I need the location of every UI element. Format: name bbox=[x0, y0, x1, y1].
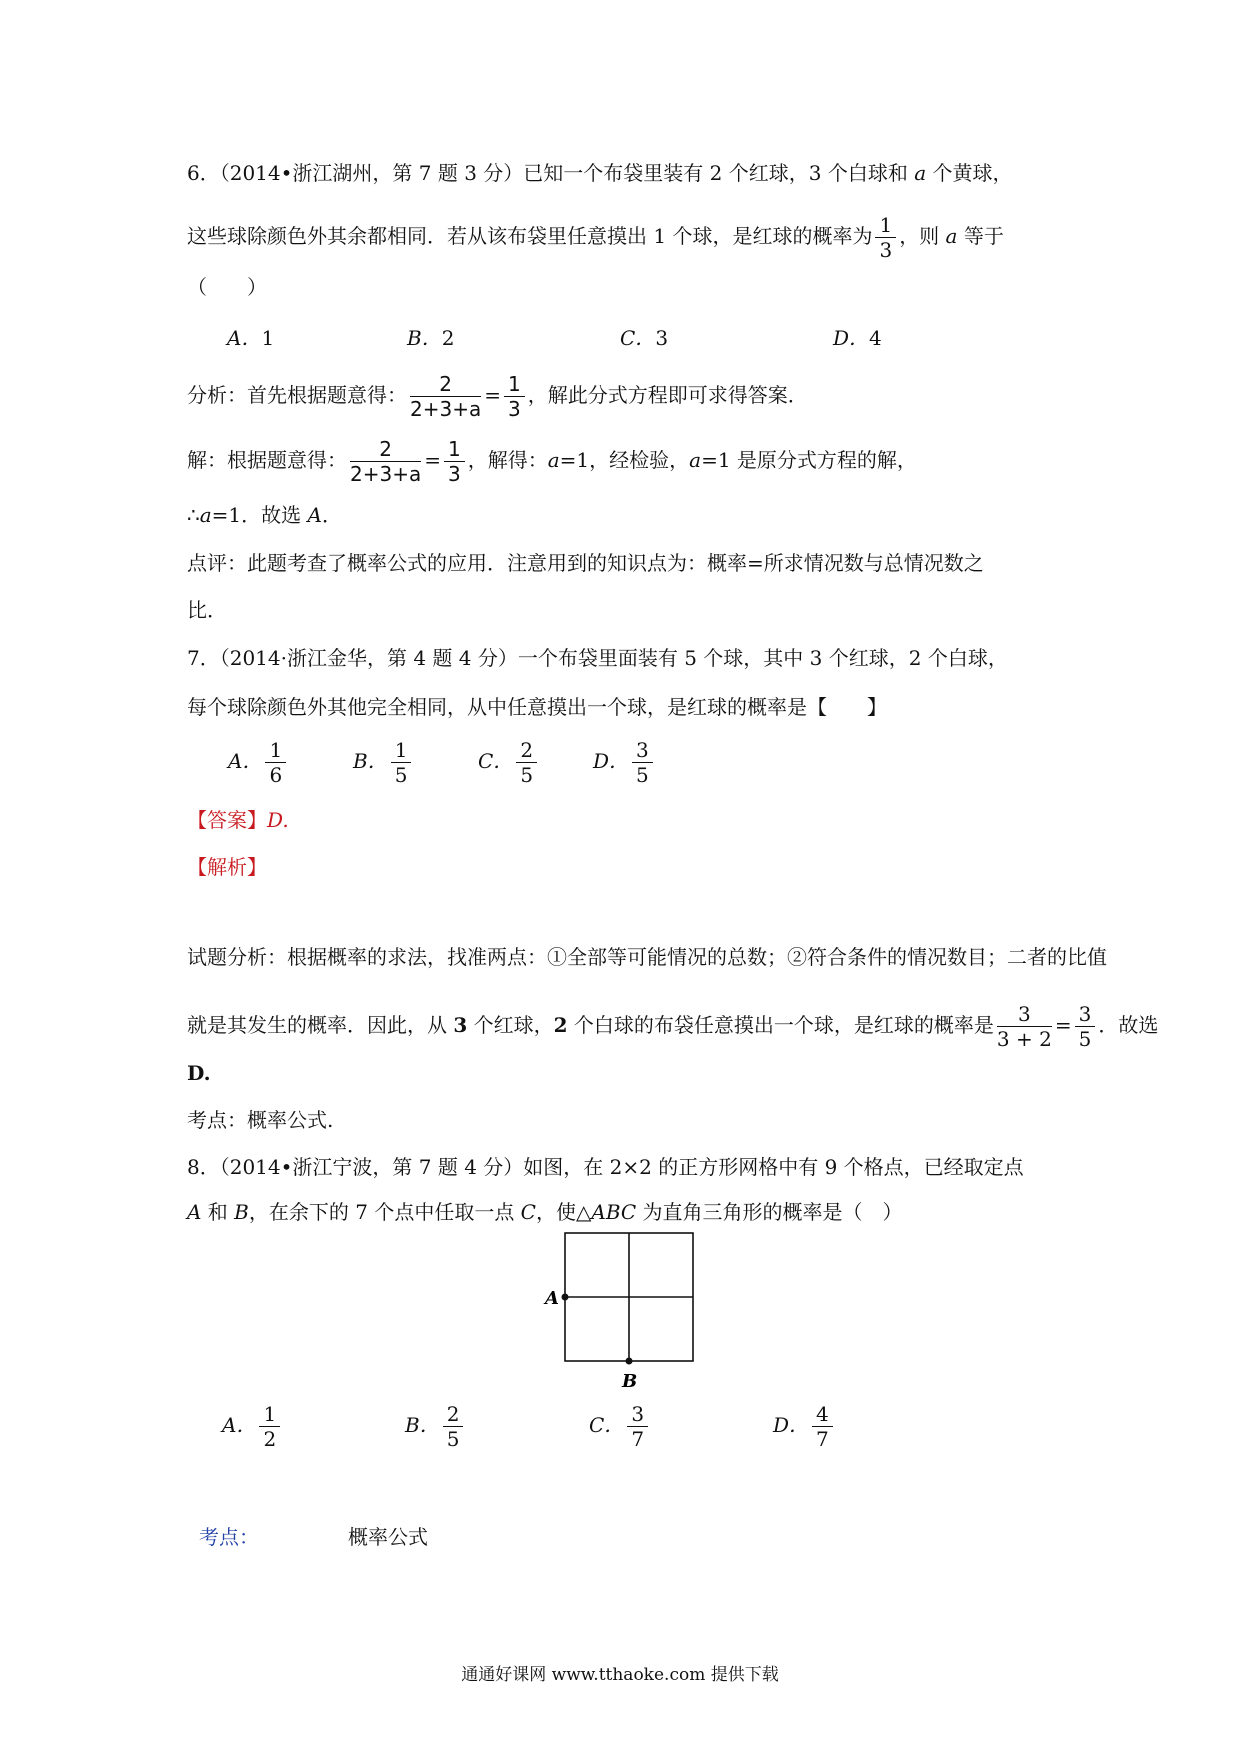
q6-solution: 解：根据题意得： $\frac{2}{2+3+a}$ = $\frac{1}{3}$ ，解得：a=1，经检验，a=1 是原分式方程的解， bbox=[187, 437, 917, 486]
point-b-dot bbox=[626, 1358, 633, 1365]
q6-option-d: D．4 bbox=[833, 326, 882, 350]
q7-line1: 7．（2014·浙江金华，第 4 题 4 分）一个布袋里面装有 5 个球，其中 3 个红球，2 个白球， bbox=[187, 646, 1008, 670]
fraction-one-third: $\frac{1}{3}$ bbox=[875, 213, 896, 262]
fraction-three-fifths: $\frac{3}{5}$ bbox=[1075, 1002, 1096, 1051]
q8-option-a: A． $\frac{1}{2}$ bbox=[222, 1402, 283, 1451]
fraction-equation-left: $\frac{2}{2+3+a}$ bbox=[350, 437, 422, 486]
fraction-equation-left: $\frac{2}{2+3+a}$ bbox=[410, 372, 482, 421]
q6-line2: 这些球除颜色外其余都相同．若从该布袋里任意摸出 1 个球，是红球的概率为 $\frac{1}{3}$ ，则 a 等于 bbox=[187, 213, 1004, 262]
q8-kaodian-label: 考点： bbox=[199, 1525, 259, 1549]
point-a-dot bbox=[562, 1294, 569, 1301]
q7-detail-line2: 就是其发生的概率．因此，从 3 个红球，2 个白球的布袋任意摸出一个球，是红球的概率是 $\frac{3}{3 + 2}$ = $\frac{3}{5}$ ．故选 bbox=[187, 1002, 1159, 1051]
q6-option-a: A．1 bbox=[227, 326, 275, 350]
q6-option-c: C．3 bbox=[620, 326, 669, 350]
q6-analysis: 分析：首先根据题意得： $\frac{2}{2+3+a}$ = $\frac{1}{3}$ ，解此分式方程即可求得答案． bbox=[187, 372, 808, 421]
q8-option-b: B． $\frac{2}{5}$ bbox=[405, 1402, 466, 1451]
q7-answer: 【答案】D. bbox=[187, 808, 289, 832]
q8-option-c: C． $\frac{3}{7}$ bbox=[589, 1402, 651, 1451]
page-footer: 通通好课网 www.tthaoke.com 提供下载 bbox=[461, 1665, 779, 1685]
point-a-label: A bbox=[545, 1288, 559, 1309]
grid-figure bbox=[540, 1228, 720, 1398]
q6-comment-line1: 点评：此题考查了概率公式的应用．注意用到的知识点为：概率=所求情况数与总情况数之 bbox=[187, 551, 984, 575]
q8-option-d: D． $\frac{4}{7}$ bbox=[773, 1402, 836, 1451]
q6-option-b: B．2 bbox=[407, 326, 455, 350]
q7-option-d: D． $\frac{3}{5}$ bbox=[593, 738, 656, 787]
fraction-three-over-sum: $\frac{3}{3 + 2}$ bbox=[996, 1002, 1052, 1051]
fraction-equation-right: $\frac{1}{3}$ bbox=[504, 372, 525, 421]
q6-conclusion: ∴a=1．故选 A． bbox=[187, 503, 342, 527]
q7-kaodian: 考点：概率公式. bbox=[187, 1108, 334, 1132]
q7-line2: 每个球除颜色外其他完全相同，从中任意摸出一个球，是红球的概率是【 】 bbox=[187, 695, 887, 719]
point-b-label: B bbox=[622, 1371, 638, 1392]
q8-line1: 8．（2014•浙江宁波，第 7 题 4 分）如图，在 2×2 的正方形网格中有 9 个格点，已经取定点 bbox=[187, 1155, 1024, 1179]
q6-answer-paren: （ ） bbox=[187, 275, 267, 299]
fraction-equation-right: $\frac{1}{3}$ bbox=[444, 437, 465, 486]
q7-detail-line3: D. bbox=[187, 1061, 211, 1085]
q6-line1: 6．（2014•浙江湖州，第 7 题 3 分）已知一个布袋里装有 2 个红球，3 个白球和 a 个黄球， bbox=[187, 161, 1013, 185]
q7-option-a: A． $\frac{1}{6}$ bbox=[228, 738, 289, 787]
q7-option-b: B． $\frac{1}{5}$ bbox=[353, 738, 414, 787]
q7-analysis-label: 【解析】 bbox=[187, 855, 267, 879]
q6-comment-line2: 比． bbox=[187, 598, 227, 622]
q7-detail-line1: 试题分析：根据概率的求法，找准两点：①全部等可能情况的总数；②符合条件的情况数目；二者的比值 bbox=[187, 945, 1107, 969]
q8-line2: A 和 B，在余下的 7 个点中任取一点 C，使△ABC 为直角三角形的概率是（ ） bbox=[187, 1200, 903, 1224]
q7-option-c: C． $\frac{2}{5}$ bbox=[478, 738, 540, 787]
q8-kaodian-value: 概率公式 bbox=[348, 1525, 428, 1549]
